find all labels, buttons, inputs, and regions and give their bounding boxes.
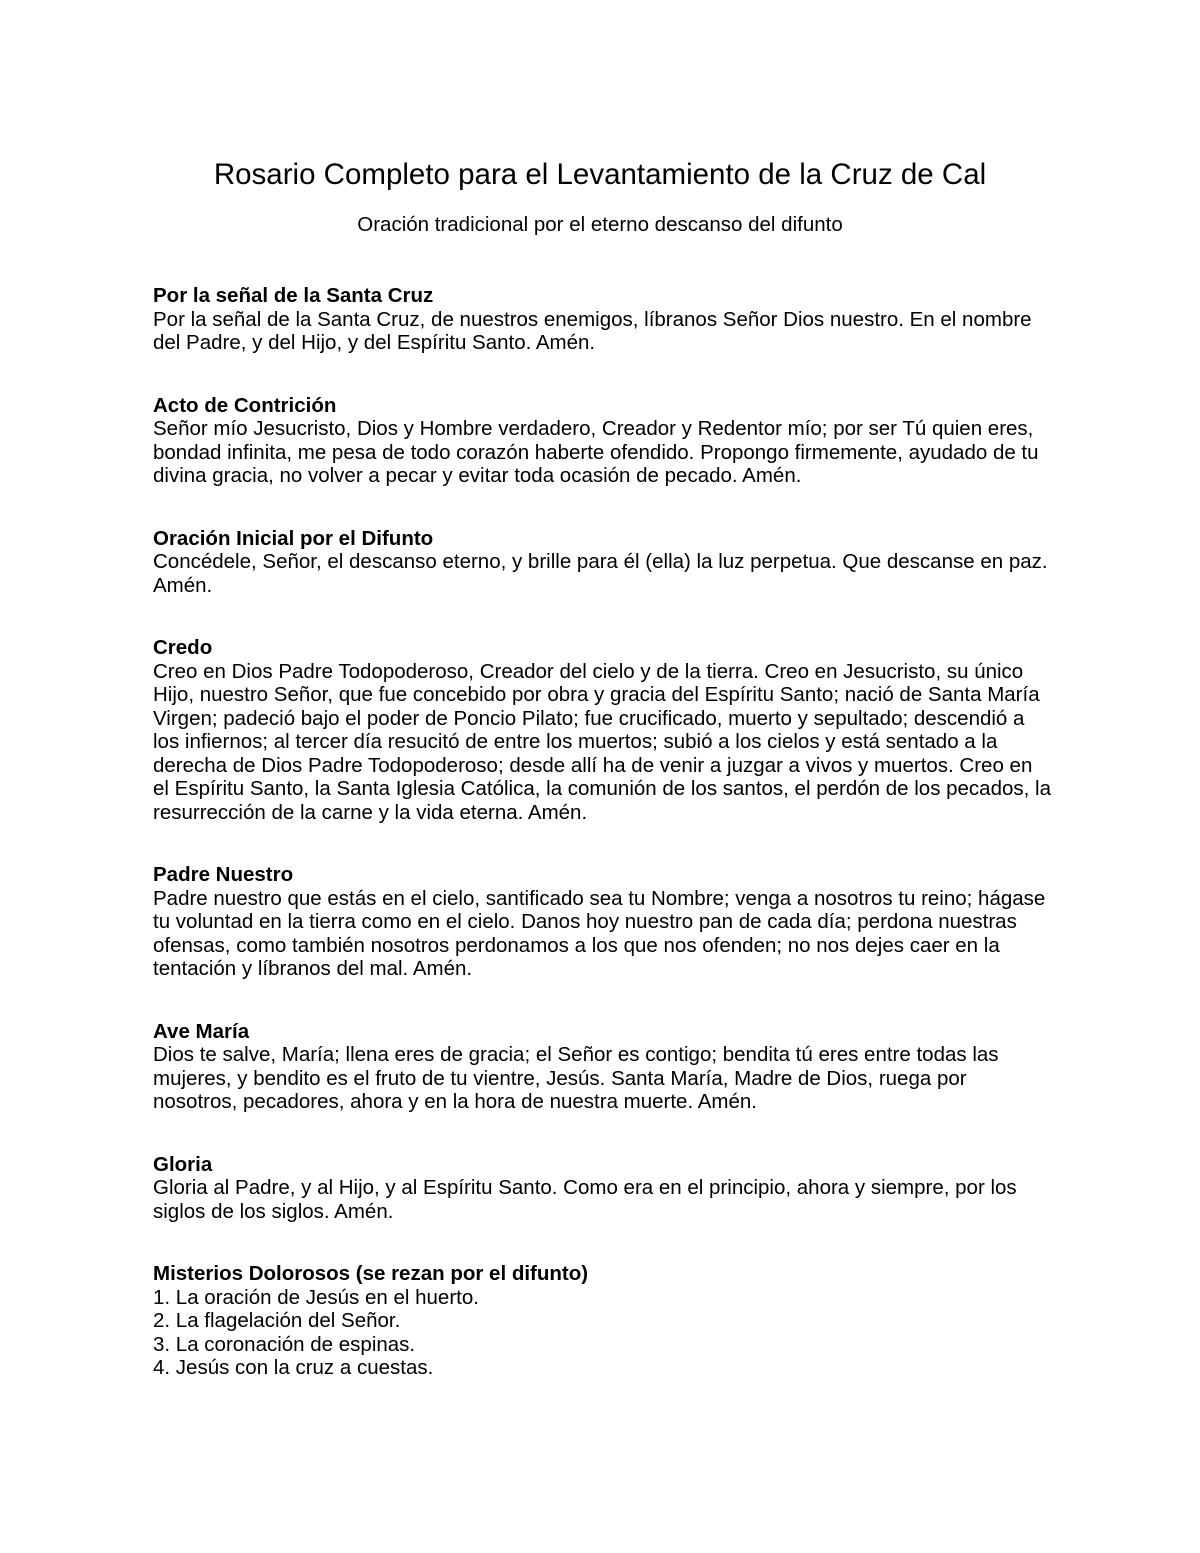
list-item: 1. La oración de Jesús en el huerto. <box>153 1285 479 1309</box>
section-heading: Misterios Dolorosos (se rezan por el difunto) <box>153 1262 589 1285</box>
section-text: Señor mío Jesucristo, Dios y Hombre verdadero, Creador y Redentor mío; por ser Tú quien eres, bondad infinita, me pesa de todo corazón haberte ofendido. Propongo firmemente, ayudado de tu divina gracia, no volver a pecar y evitar toda ocasión de pecado. Amén. <box>153 417 1039 487</box>
list-item: 2. La flagelación del Señor. <box>153 1309 401 1332</box>
list-item: 4. Jesús con la cruz a cuestas. <box>153 1356 434 1379</box>
section-padre-nuestro <box>153 863 1053 981</box>
document-body <box>153 284 1053 1419</box>
section-heading: Credo <box>153 636 213 659</box>
section-heading: Padre Nuestro <box>153 863 294 886</box>
document-title: Rosario Completo para el Levantamiento de la Cruz de Cal <box>213 158 987 191</box>
section-heading: Por la señal de la Santa Cruz <box>153 284 434 307</box>
section-text: Concédele, Señor, el descanso eterno, y brille para él (ella) la luz perpetua. Que descanse en paz. Amén. <box>153 550 1048 597</box>
section-gloria <box>153 1153 1053 1224</box>
section-text: Padre nuestro que estás en el cielo, santificado sea tu Nombre; venga a nosotros tu reino; hágase tu voluntad en la tierra como en el cielo. Danos hoy nuestro pan de cada día; perdona nuestras ofensas, como también nosotros perdonamos a los que nos ofenden; no nos dejes caer en la tentación y líbranos del mal. Amén. <box>153 886 1046 980</box>
section-credo <box>153 636 1053 824</box>
section-text: Creo en Dios Padre Todopoderoso, Creador del cielo y de la tierra. Creo en Jesucristo, su único Hijo, nuestro Señor, que fue concebido por obra y gracia del Espíritu Santo; nació de Santa María Virgen; padeció bajo el poder de Poncio Pilato; fue crucificado, muerto y sepultado; descendió a los infiernos; al tercer día resucitó de entre los muertos; subió a los cielos y está sentado a la derecha de Dios Padre Todopoderoso; desde allí ha de venir a juzgar a vivos y muertos. Creo en el Espíritu Santo, la Santa Iglesia Católica, la comunión de los santos, el perdón de los pecados, la resurrección de la carne y la vida eterna. Amén. <box>153 659 1051 824</box>
mysteries-list <box>153 1286 1053 1380</box>
section-oracion-inicial <box>153 527 1053 598</box>
document-subtitle: Oración tradicional por el eterno descanso del difunto <box>357 213 843 236</box>
section-text: Por la señal de la Santa Cruz, de nuestros enemigos, líbranos Señor Dios nuestro. En el nombre del Padre, y del Hijo, y del Espíritu Santo. Amén. <box>153 307 1032 354</box>
section-heading: Gloria <box>153 1152 213 1176</box>
section-ave-maria <box>153 1020 1053 1114</box>
section-text: Dios te salve, María; llena eres de gracia; el Señor es contigo; bendita tú eres entre todas las mujeres, y bendito es el fruto de tu vientre, Jesús. Santa María, Madre de Dios, ruega por nosotros, pecadores, ahora y en la hora de nuestra muerte. Amén. <box>153 1043 999 1113</box>
section-senal-santa-cruz <box>153 284 1053 355</box>
section-text: Gloria al Padre, y al Hijo, y al Espíritu Santo. Como era en el principio, ahora y siempre, por los siglos de los siglos. Amén. <box>153 1176 1017 1223</box>
section-heading: Oración Inicial por el Difunto <box>153 526 434 550</box>
section-acto-contricion <box>153 394 1053 488</box>
section-heading: Acto de Contrición <box>153 393 337 417</box>
section-heading: Ave María <box>153 1019 250 1043</box>
list-item: 3. La coronación de espinas. <box>153 1332 416 1356</box>
section-misterios-dolorosos <box>153 1262 1053 1380</box>
